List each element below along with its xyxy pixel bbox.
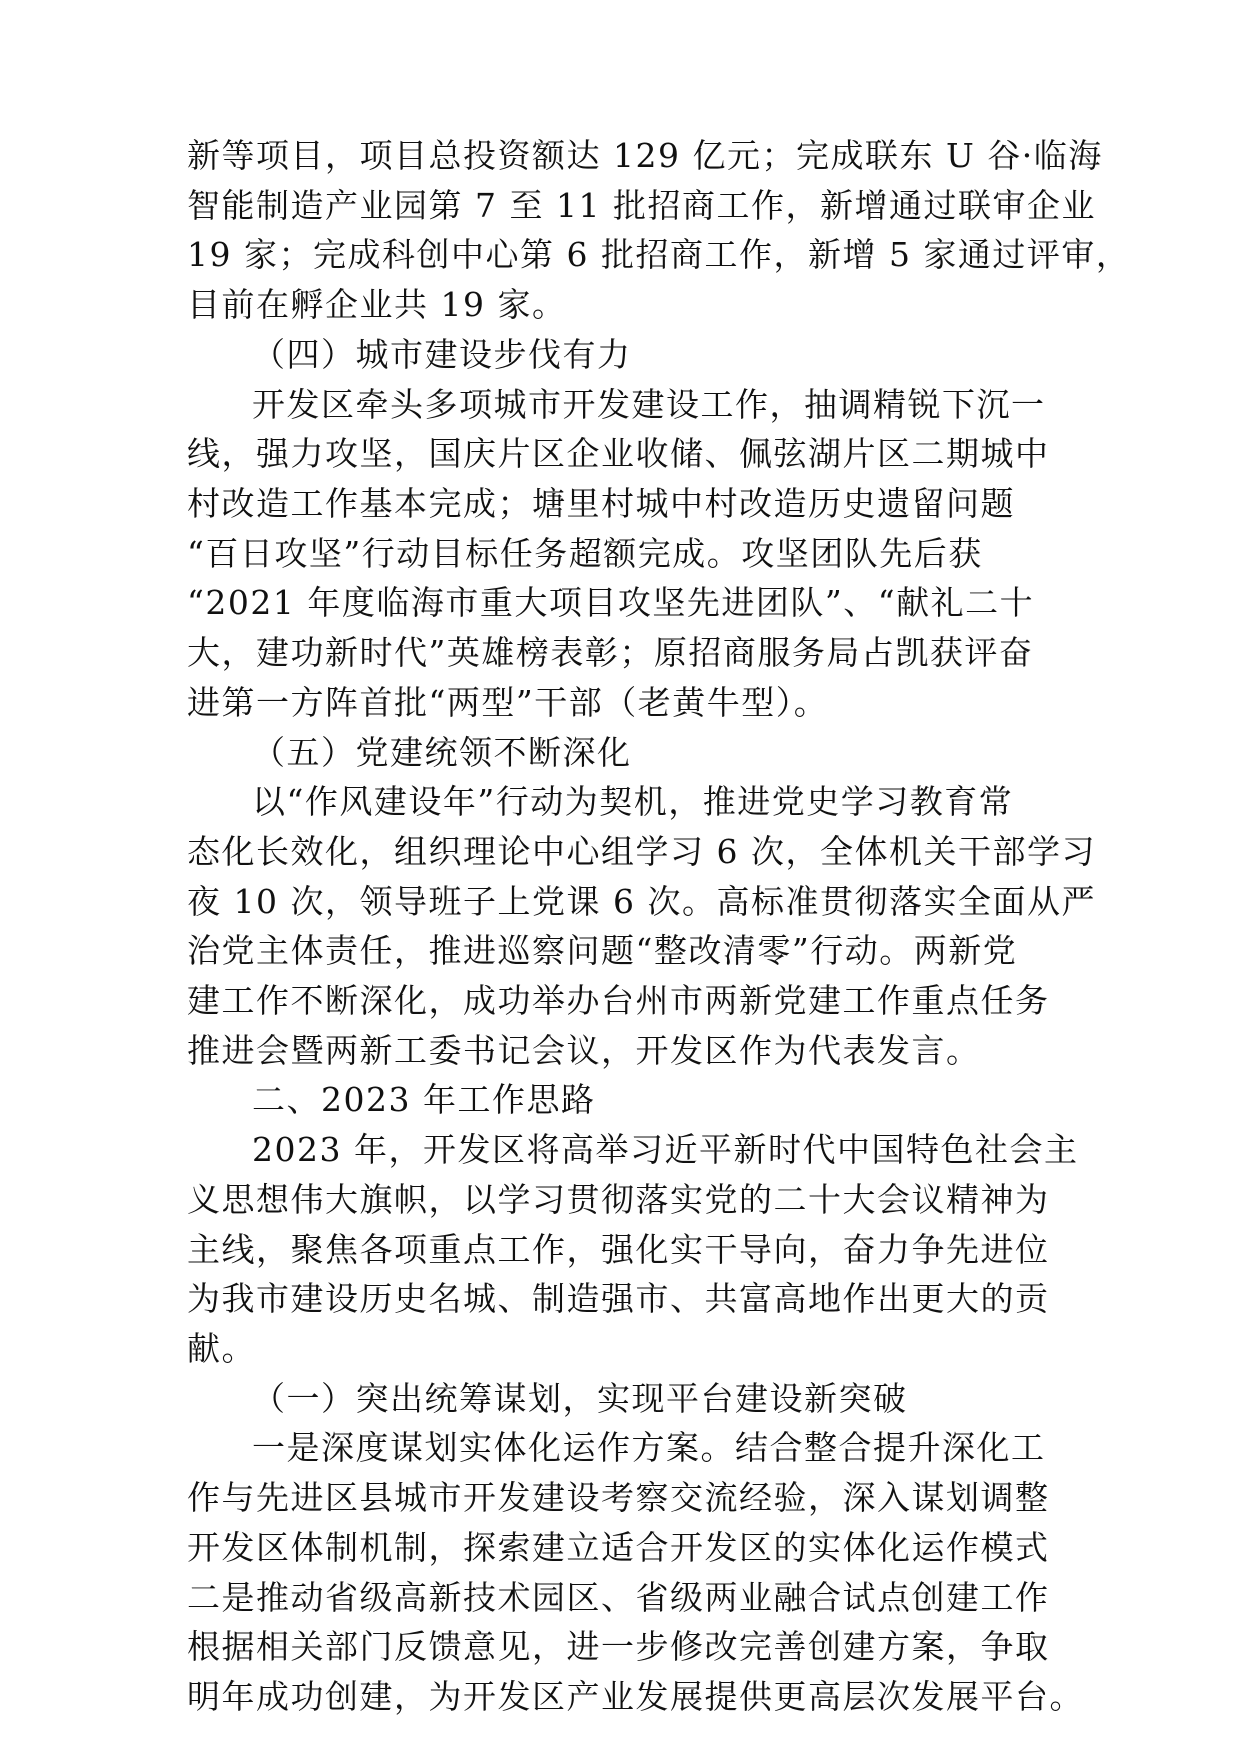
text-line: 村改造工作基本完成；塘里村城中村改造历史遗留问题 (187, 484, 1015, 523)
text-line: 建工作不断深化，成功举办台州市两新党建工作重点任务 (187, 981, 1050, 1020)
text-line: 一是深度谋划实体化运作方案。结合整合提升深化工 (252, 1428, 1046, 1467)
text-line: 推进会暨两新工委书记会议，开发区作为代表发言。 (187, 1031, 981, 1070)
section-heading: （五）党建统领不断深化 (252, 733, 632, 772)
text-line: “百日攻坚”行动目标任务超额完成。攻坚团队先后获 (187, 534, 983, 573)
text-line: 大，建功新时代”英雄榜表彰；原招商服务局占凯获评奋 (187, 633, 1034, 672)
text-line: 二是推动省级高新技术园区、省级两业融合试点创建工作 (187, 1578, 1050, 1617)
text-line: 为我市建设历史名城、制造强市、共富高地作出更大的贡 (187, 1279, 1050, 1318)
text-line: 开发区体制机制，探索建立适合开发区的实体化运作模式 (187, 1528, 1050, 1567)
text-line: 作与先进区县城市开发建设考察交流经验，深入谋划调整 (187, 1478, 1050, 1517)
text-line: 19 家；完成科创中心第 6 批招商工作，新增 5 家通过评审， (187, 235, 1131, 274)
text-line: 新等项目，项目总投资额达 129 亿元；完成联东 U 谷·临海 (187, 136, 1103, 175)
text-line: 线，强力攻坚，国庆片区企业收储、佩弦湖片区二期城中 (187, 434, 1050, 473)
text-line: 主线，聚焦各项重点工作，强化实干导向，奋力争先进位 (187, 1230, 1050, 1269)
text-line: 智能制造产业园第 7 至 11 批招商工作，新增通过联审企业 (187, 186, 1096, 225)
text-line: 态化长效化，组织理论中心组学习 6 次，全体机关干部学习 (187, 832, 1096, 871)
section-heading: （四）城市建设步伐有力 (252, 335, 632, 374)
text-line: “2021 年度临海市重大项目攻坚先进团队”、“献礼二十 (187, 583, 1035, 622)
text-line: 进第一方阵首批“两型”干部（老黄牛型）。 (187, 683, 829, 722)
text-line: 献。 (187, 1329, 256, 1368)
text-line: 以“作风建设年”行动为契机，推进党史学习教育常 (252, 782, 1014, 821)
text-line: 明年成功创建，为开发区产业发展提供更高层次发展平台。 (187, 1677, 1084, 1716)
text-line: 夜 10 次，领导班子上党课 6 次。高标准贯彻落实全面从严 (187, 882, 1096, 921)
section-heading: 二、2023 年工作思路 (252, 1080, 596, 1119)
text-line: 开发区牵头多项城市开发建设工作，抽调精锐下沉一 (252, 385, 1046, 424)
section-heading: （一）突出统筹谋划，实现平台建设新突破 (252, 1379, 908, 1418)
text-line: 义思想伟大旗帜，以学习贯彻落实党的二十大会议精神为 (187, 1180, 1050, 1219)
text-line: 目前在孵企业共 19 家。 (187, 285, 567, 324)
text-line: 2023 年，开发区将高举习近平新时代中国特色社会主 (252, 1130, 1079, 1169)
text-line: 根据相关部门反馈意见，进一步修改完善创建方案，争取 (187, 1627, 1050, 1666)
text-line: 治党主体责任，推进巡察问题“整改清零”行动。两新党 (187, 931, 1018, 970)
